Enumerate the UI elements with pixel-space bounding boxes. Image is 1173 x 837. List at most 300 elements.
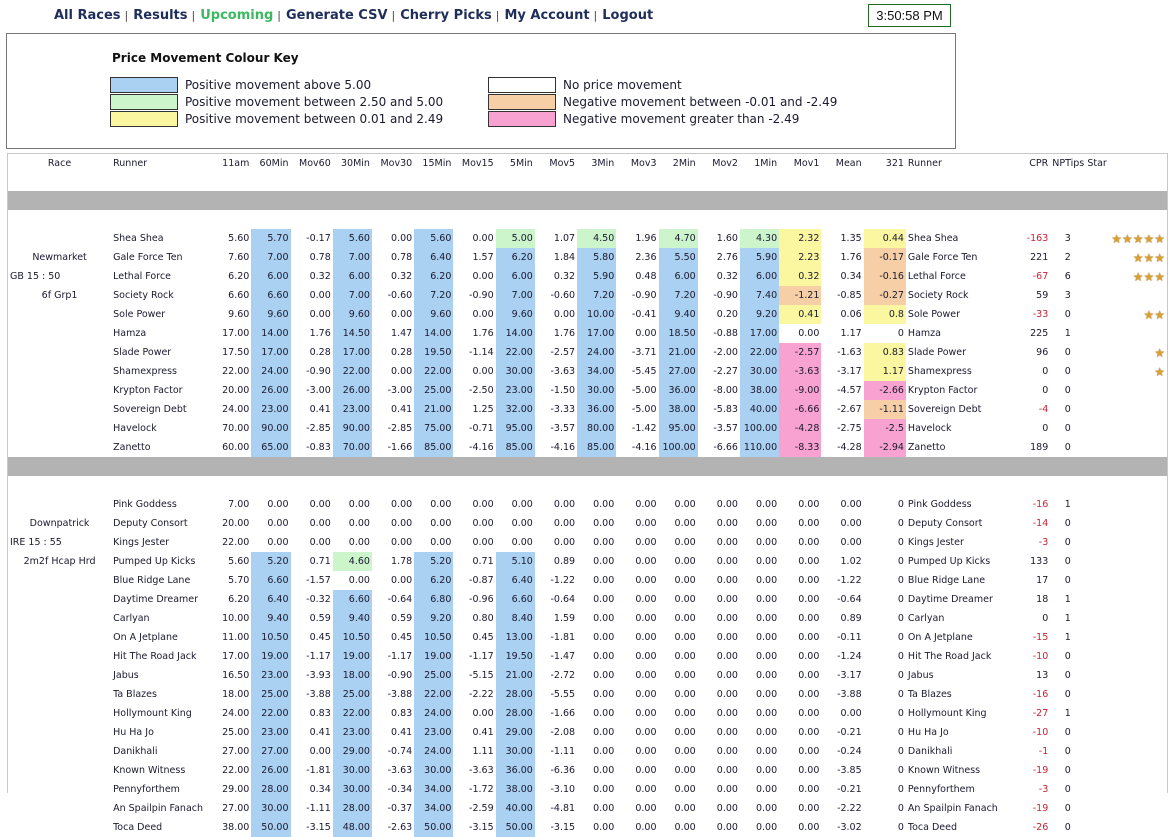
cell-15min: 34.00	[414, 799, 453, 818]
runner-name-2: Deputy Consort	[907, 518, 983, 529]
cell-30min: 26.00	[333, 381, 372, 400]
cell-2min: 0.00	[674, 822, 696, 833]
runner-name: Havelock	[113, 423, 157, 434]
cell-30min: 19.00	[333, 647, 372, 666]
runner-row[interactable]	[8, 324, 1167, 343]
cell-mean: -0.64	[837, 594, 862, 605]
cell-30min: 22.00	[333, 704, 372, 723]
colour-key-title: Price Movement Colour Key	[112, 51, 299, 65]
runner-row[interactable]	[8, 229, 1167, 248]
cell-mov30: -3.63	[387, 765, 413, 776]
cell-mov1: 0.41	[779, 305, 821, 324]
runner-name: Zanetto	[113, 442, 151, 453]
cell-nptips: 0	[1064, 347, 1071, 358]
cell-mov2: 0.00	[716, 822, 738, 833]
cell-mov15: 0.00	[472, 366, 494, 377]
cell-mov5: -1.50	[550, 385, 576, 396]
runner-name-2: On A Jetplane	[907, 632, 973, 643]
cell-mov60: 1.76	[309, 328, 331, 339]
runner-row[interactable]	[8, 533, 1167, 552]
cell-5min: 6.00	[496, 267, 535, 286]
cell-mov5: -1.81	[550, 632, 576, 643]
cell-3min: 24.00	[577, 343, 616, 362]
runner-name: Society Rock	[113, 290, 174, 301]
cell-1min: 0.00	[755, 803, 778, 814]
cell-mov1: 0.00	[798, 765, 820, 776]
cell-5min: 36.00	[496, 761, 535, 780]
nav-link-logout[interactable]: Logout	[602, 8, 654, 23]
cell-5min: 6.40	[496, 571, 535, 590]
cell-15min: 30.00	[414, 761, 453, 780]
runner-row[interactable]	[8, 343, 1167, 362]
cell-321: 0	[897, 822, 904, 833]
cell-2min: 18.50	[659, 324, 698, 343]
cell-cpr: 225	[1030, 328, 1049, 339]
cell-nptips: 3	[1064, 233, 1071, 244]
runner-name: Shamexpress	[113, 366, 178, 377]
runner-name-2: Blue Ridge Lane	[907, 575, 986, 586]
cell-mov1: 0.32	[779, 267, 821, 286]
cell-mov5: -1.47	[550, 651, 576, 662]
runner-name-2: Pink Goddess	[907, 499, 972, 510]
runner-row[interactable]	[8, 438, 1167, 457]
key-swatch	[110, 94, 178, 110]
cell-1min: 30.00	[740, 362, 779, 381]
nav-separator: |	[593, 9, 598, 22]
cell-mov60: -1.81	[306, 765, 331, 776]
cell-mov15: 0.00	[472, 537, 494, 548]
cell-mov3: 0.00	[635, 784, 657, 795]
cell-1min: 6.00	[740, 267, 779, 286]
race-info-cell	[8, 324, 111, 343]
cell-mov5: 0.32	[553, 271, 576, 282]
cell-30min: 10.50	[333, 628, 372, 647]
star-rating	[1085, 666, 1167, 685]
cell-mov1: 0.00	[798, 613, 820, 624]
runner-row[interactable]	[8, 818, 1167, 837]
cell-mov60: 0.28	[309, 347, 331, 358]
cell-mov2: 0.32	[716, 271, 738, 282]
header-mov5: Mov5	[549, 157, 576, 169]
cell-nptips: 0	[1064, 765, 1071, 776]
cell-mov15: 1.76	[472, 328, 494, 339]
cell-30min: 23.00	[333, 723, 372, 742]
cell-321: -2.5	[864, 419, 906, 438]
cell-mov3: 0.00	[635, 328, 657, 339]
cell-mov5: -1.22	[550, 575, 576, 586]
nav-link-generate-csv[interactable]: Generate CSV	[286, 8, 388, 23]
runner-row[interactable]	[8, 400, 1167, 419]
cell-nptips: 1	[1064, 613, 1071, 624]
cell-mov30: 0.00	[391, 233, 413, 244]
race-info-cell	[8, 818, 111, 837]
runner-row[interactable]	[8, 742, 1167, 761]
cell-321: 0	[897, 499, 904, 510]
cell-mov3: 0.00	[635, 499, 657, 510]
cell-nptips: 1	[1064, 328, 1071, 339]
cell-11am: 27.00	[222, 746, 250, 757]
runner-row[interactable]	[8, 780, 1167, 799]
cell-2min: 0.00	[674, 689, 696, 700]
cell-cpr: 59	[1036, 290, 1049, 301]
nav-link-all-races[interactable]: All Races	[54, 8, 121, 23]
race-info-cell	[8, 495, 111, 514]
race-course: Newmarket	[32, 252, 87, 263]
cell-321: 0.44	[864, 229, 906, 248]
star-rating	[1085, 248, 1167, 267]
cell-mov5: -4.16	[550, 442, 576, 453]
runner-name-2: Zanetto	[907, 442, 946, 453]
cell-mov5: -0.60	[550, 290, 576, 301]
runner-row[interactable]	[8, 267, 1167, 286]
cell-11am: 7.60	[228, 252, 250, 263]
star-icons: ★★★	[1132, 269, 1165, 284]
cell-mov30: 0.00	[391, 537, 413, 548]
cell-60min: 30.00	[251, 799, 290, 818]
header-star: Star	[1087, 157, 1107, 169]
cell-15min: 10.50	[414, 628, 453, 647]
runner-name: Hit The Road Jack	[113, 651, 197, 662]
cell-nptips: 0	[1064, 385, 1071, 396]
cell-5min: 5.00	[496, 229, 535, 248]
runner-name-2: Sovereign Debt	[907, 404, 982, 415]
cell-nptips: 1	[1064, 499, 1071, 510]
nav-link-my-account[interactable]: My Account	[504, 8, 590, 23]
star-rating	[1085, 514, 1167, 533]
runner-name-2: Daytime Dreamer	[907, 594, 993, 605]
cell-mov1: 2.32	[779, 229, 821, 248]
cell-mov5: 0.00	[553, 518, 576, 529]
star-rating	[1085, 647, 1167, 666]
cell-mov2: -0.90	[713, 290, 738, 301]
header-60min: 60Min	[259, 157, 289, 169]
cell-nptips: 0	[1064, 822, 1071, 833]
main-nav	[54, 8, 653, 26]
cell-3min: 0.00	[593, 499, 615, 510]
cell-3min: 0.00	[593, 594, 615, 605]
runner-row[interactable]	[8, 609, 1167, 628]
cell-mov3: -1.42	[631, 423, 657, 434]
cell-mov2: -5.83	[713, 404, 738, 415]
runner-name: Pink Goddess	[113, 499, 177, 510]
cell-321: -0.16	[864, 267, 906, 286]
cell-5min: 28.00	[496, 685, 535, 704]
runner-row[interactable]	[8, 552, 1167, 571]
cell-cpr: 0	[1042, 385, 1049, 396]
cell-mov60: 0.59	[309, 613, 331, 624]
cell-mov3: 0.00	[635, 575, 657, 586]
cell-nptips: 6	[1064, 271, 1071, 282]
cell-321: 0.8	[864, 305, 906, 324]
cell-mov30: -0.90	[387, 670, 413, 681]
cell-15min: 25.00	[414, 666, 453, 685]
cell-30min: 0.00	[348, 537, 370, 548]
runner-row[interactable]	[8, 704, 1167, 723]
cell-mov30: -0.74	[387, 746, 413, 757]
cell-nptips: 0	[1064, 689, 1071, 700]
cell-321: 0	[897, 613, 904, 624]
runner-name: Pennyforthem	[113, 784, 180, 795]
cell-mov30: -2.85	[387, 423, 413, 434]
cell-mov2: 1.60	[716, 233, 738, 244]
cell-mov5: -3.15	[550, 822, 576, 833]
key-label: Positive movement between 0.01 and 2.49	[185, 112, 444, 126]
runner-row[interactable]	[8, 647, 1167, 666]
cell-30min: 28.00	[333, 799, 372, 818]
cell-cpr: -16	[1032, 689, 1049, 700]
cell-60min: 25.00	[251, 685, 290, 704]
cell-15min: 0.00	[430, 499, 452, 510]
cell-15min: 0.00	[430, 518, 452, 529]
runner-name-2: Shamexpress	[907, 366, 972, 377]
cell-mov3: 0.00	[635, 632, 657, 643]
cell-15min: 24.00	[414, 704, 453, 723]
cell-cpr: 0	[1042, 613, 1049, 624]
star-rating	[1085, 799, 1167, 818]
header-race: Race	[47, 157, 72, 169]
runner-row[interactable]	[8, 495, 1167, 514]
cell-mov1: 0.00	[798, 499, 820, 510]
cell-mov15: 0.80	[472, 613, 494, 624]
race-type: 2m2f Hcap Hrd	[23, 556, 96, 567]
header-321: 321	[885, 157, 904, 169]
cell-mov1: -4.28	[779, 419, 821, 438]
runner-row[interactable]	[8, 799, 1167, 818]
star-icons: ★	[1154, 345, 1165, 360]
cell-11am: 22.00	[222, 537, 250, 548]
cell-mov2: -6.66	[713, 442, 738, 453]
runner-name-2: Shea Shea	[907, 233, 959, 244]
cell-5min: 30.00	[496, 742, 535, 761]
cell-3min: 5.80	[577, 248, 616, 267]
spacer-row	[8, 172, 1167, 191]
cell-mov1: 0.00	[798, 803, 820, 814]
race-info-cell	[8, 571, 111, 590]
header-mov15: Mov15	[461, 157, 494, 169]
cell-mov60: -3.88	[306, 689, 331, 700]
runner-row[interactable]	[8, 362, 1167, 381]
runner-row[interactable]	[8, 761, 1167, 780]
cell-321: -2.94	[864, 438, 906, 457]
cell-nptips: 0	[1064, 442, 1071, 453]
cell-mean: 1.02	[840, 556, 862, 567]
spacer-cell	[8, 476, 1167, 495]
runner-name-2: Danikhali	[907, 746, 953, 757]
cell-2min: 0.00	[674, 632, 696, 643]
cell-mov30: 0.41	[391, 727, 413, 738]
runner-row[interactable]	[8, 666, 1167, 685]
cell-30min: 0.00	[348, 518, 370, 529]
cell-mov3: 0.00	[635, 670, 657, 681]
runner-row[interactable]	[8, 514, 1167, 533]
cell-mov60: 0.41	[309, 727, 331, 738]
cell-cpr: 96	[1036, 347, 1049, 358]
cell-nptips: 0	[1064, 575, 1071, 586]
odds-grid-container	[7, 153, 1168, 833]
cell-mean: -0.85	[837, 290, 862, 301]
key-label: Positive movement above 5.00	[185, 78, 372, 92]
cell-mov15: -0.87	[469, 575, 494, 586]
cell-321: 0	[897, 328, 904, 339]
cell-11am: 7.00	[228, 499, 250, 510]
star-rating	[1085, 400, 1167, 419]
cell-mean: -4.28	[837, 442, 862, 453]
cell-2min: 0.00	[674, 575, 696, 586]
star-rating	[1085, 609, 1167, 628]
cell-mov60: -3.93	[306, 670, 331, 681]
runner-name: Gale Force Ten	[113, 252, 183, 263]
cell-mov3: 0.00	[635, 594, 657, 605]
cell-5min: 85.00	[496, 438, 535, 457]
cell-3min: 0.00	[593, 822, 615, 833]
cell-mov1: 2.23	[779, 248, 821, 267]
cell-3min: 5.90	[577, 267, 616, 286]
cell-mov2: 0.00	[716, 689, 738, 700]
runner-row[interactable]	[8, 723, 1167, 742]
cell-nptips: 0	[1064, 366, 1071, 377]
cell-mov15: 1.25	[472, 404, 494, 415]
race-info-cell	[8, 381, 111, 400]
cell-mov30: -1.66	[387, 442, 413, 453]
cell-mov5: -6.36	[550, 765, 576, 776]
cell-60min: 0.00	[267, 537, 289, 548]
cell-mov2: 0.00	[716, 708, 738, 719]
cell-1min: 0.00	[755, 556, 778, 567]
cell-1min: 38.00	[740, 381, 779, 400]
cell-mov5: -3.63	[550, 366, 576, 377]
cell-mov2: -8.00	[713, 385, 738, 396]
cell-cpr: -16	[1032, 499, 1049, 510]
cell-60min: 5.70	[251, 229, 290, 248]
cell-mov5: -3.57	[550, 423, 576, 434]
star-rating	[1085, 704, 1167, 723]
cell-2min: 0.00	[674, 594, 696, 605]
cell-1min: 22.00	[740, 343, 779, 362]
cell-mov60: 0.00	[309, 746, 331, 757]
runner-row[interactable]	[8, 381, 1167, 400]
cell-mov60: 0.00	[309, 290, 331, 301]
cell-mov2: 0.00	[716, 613, 738, 624]
cell-mov30: 0.00	[391, 366, 413, 377]
cell-mov60: -0.83	[306, 442, 331, 453]
cell-mov3: -5.00	[631, 404, 657, 415]
cell-3min: 0.00	[593, 765, 615, 776]
nav-link-upcoming[interactable]: Upcoming	[200, 8, 274, 23]
cell-mean: 0.34	[840, 271, 862, 282]
runner-name: Deputy Consort	[113, 518, 188, 529]
key-item-negative-0-to-2-49	[488, 94, 888, 110]
cell-321: 0	[897, 651, 904, 662]
cell-5min: 40.00	[496, 799, 535, 818]
cell-11am: 29.00	[222, 784, 250, 795]
runner-name: Jabus	[113, 670, 139, 681]
nav-separator: |	[191, 9, 196, 22]
cell-mean: -3.02	[837, 822, 862, 833]
cell-15min: 25.00	[414, 381, 453, 400]
cell-60min: 22.00	[251, 704, 290, 723]
cell-mov15: -1.17	[469, 651, 494, 662]
runner-row[interactable]	[8, 571, 1167, 590]
cell-nptips: 0	[1064, 651, 1071, 662]
header-15min: 15Min	[422, 157, 452, 169]
cell-cpr: 0	[1042, 423, 1049, 434]
cell-mean: -4.57	[837, 385, 862, 396]
runner-name-2: Ta Blazes	[907, 689, 952, 700]
cell-60min: 6.60	[251, 571, 290, 590]
cell-321: 0	[897, 765, 904, 776]
cell-2min: 0.00	[674, 765, 696, 776]
runner-row[interactable]	[8, 286, 1167, 305]
cell-15min: 5.60	[414, 229, 453, 248]
nav-link-results[interactable]: Results	[133, 8, 188, 23]
cell-60min: 26.00	[251, 381, 290, 400]
runner-row[interactable]	[8, 590, 1167, 609]
runner-name-2: Havelock	[907, 423, 952, 434]
runner-name: Blue Ridge Lane	[113, 575, 191, 586]
cell-mean: 0.00	[840, 708, 862, 719]
cell-2min: 0.00	[674, 784, 696, 795]
cell-321: 0	[897, 575, 904, 586]
runner-row[interactable]	[8, 685, 1167, 704]
race-info-cell	[8, 609, 111, 628]
cell-30min: 90.00	[333, 419, 372, 438]
cell-nptips: 2	[1064, 252, 1071, 263]
runner-name-2: Pumped Up Kicks	[907, 556, 991, 567]
runner-row[interactable]	[8, 628, 1167, 647]
cell-321: 0.83	[864, 343, 906, 362]
cell-mov2: -0.88	[713, 328, 738, 339]
cell-mov5: -1.11	[550, 746, 576, 757]
cell-1min: 0.00	[755, 765, 778, 776]
cell-60min: 10.50	[251, 628, 290, 647]
cell-mov1: 0.00	[798, 727, 820, 738]
cell-mov3: -5.00	[631, 385, 657, 396]
cell-mov15: 1.57	[472, 252, 494, 263]
cell-60min: 14.00	[251, 324, 290, 343]
cell-60min: 26.00	[251, 761, 290, 780]
cell-11am: 9.60	[228, 309, 250, 320]
cell-11am: 27.00	[222, 803, 250, 814]
cell-60min: 23.00	[251, 400, 290, 419]
cell-11am: 17.00	[222, 328, 250, 339]
cell-5min: 38.00	[496, 780, 535, 799]
cell-60min: 23.00	[251, 666, 290, 685]
cell-5min: 0.00	[511, 499, 533, 510]
cell-mov15: -2.22	[469, 689, 494, 700]
cell-mov1: 0.00	[798, 651, 820, 662]
runner-name: Kings Jester	[113, 537, 170, 548]
cell-mov15: 0.00	[472, 499, 494, 510]
runner-row[interactable]	[8, 419, 1167, 438]
cell-15min: 9.20	[414, 609, 453, 628]
runner-name: Known Witness	[113, 765, 186, 776]
race-info-cell	[8, 229, 111, 248]
cell-cpr: 221	[1030, 252, 1049, 263]
header-11am: 11am	[222, 157, 250, 169]
star-rating	[1085, 324, 1167, 343]
cell-mov15: 0.41	[472, 727, 494, 738]
runner-name-2: Known Witness	[907, 765, 981, 776]
star-rating	[1085, 723, 1167, 742]
header-5min: 5Min	[509, 157, 533, 169]
runner-name: Lethal Force	[113, 271, 172, 282]
runner-row[interactable]	[8, 248, 1167, 267]
cell-mov15: -4.16	[469, 442, 494, 453]
runner-name-2: Lethal Force	[907, 271, 966, 282]
nav-link-cherry-picks[interactable]: Cherry Picks	[400, 8, 492, 23]
runner-row[interactable]	[8, 305, 1167, 324]
cell-mov3: 0.00	[635, 746, 657, 757]
